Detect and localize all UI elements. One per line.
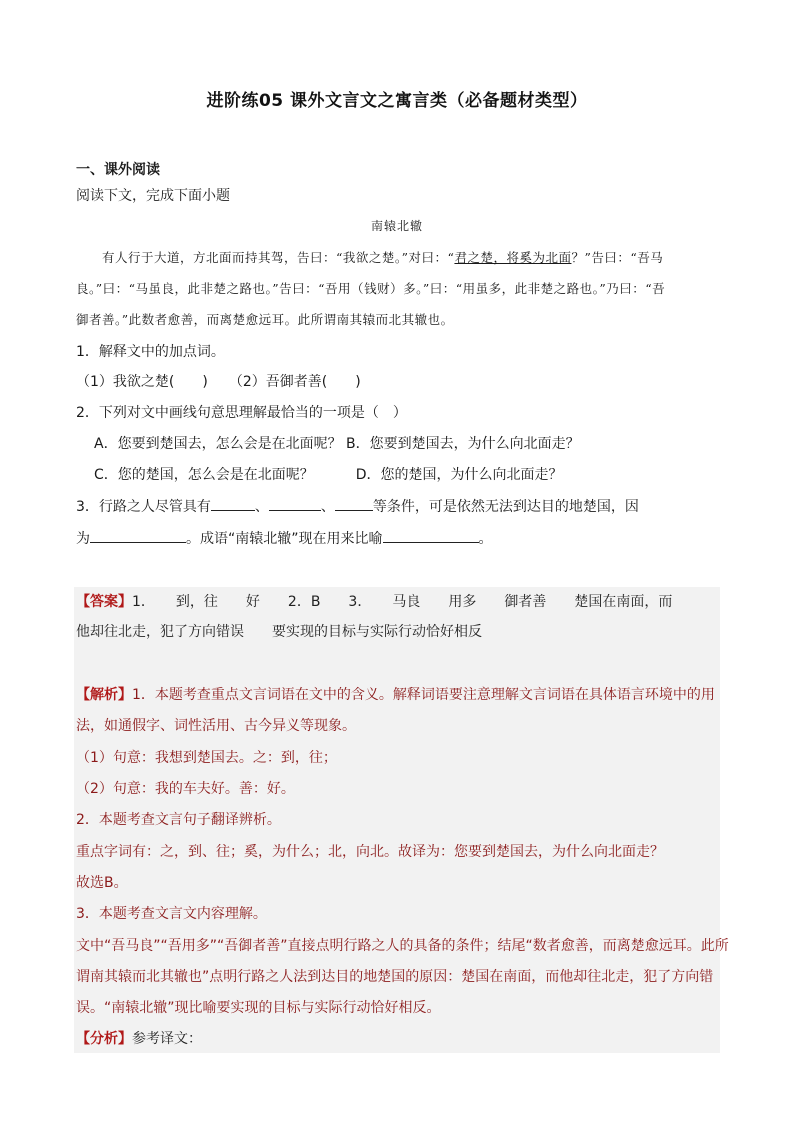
- question-2-options-cd: C．您的楚国，怎么会是在北面呢？ D．您的楚国，为什么向北面走？: [94, 467, 563, 483]
- analysis-line-9: 文中“吾马良”“吾用多”“吾御者善”直接点明行路之人的具备的条件；结尾“数者愈善，而离楚愈远耳。此所: [76, 938, 729, 954]
- answer-blank[interactable]: [269, 496, 321, 511]
- section-heading: 一、课外阅读: [76, 162, 160, 178]
- analysis-line-3: （1）句意：我想到楚国去。之：到，往；: [76, 750, 337, 766]
- question-2-options-ab: A．您要到楚国去，怎么会是在北面呢？ B．您要到楚国去，为什么向北面走？: [94, 436, 580, 452]
- question-3-text: 为: [76, 531, 90, 547]
- fenxi-tag: 【分析】: [76, 1031, 132, 1047]
- passage-line-1: [102, 248, 722, 268]
- fenxi-text: 参考译文：: [132, 1031, 202, 1047]
- analysis-line-5: 2．本题考查文言句子翻译辨析。: [76, 812, 281, 828]
- answer-text: 1． 到，往 好 2．B 3． 马良 用多 御者善 楚国在南面，而: [132, 594, 673, 610]
- answer-blank[interactable]: [90, 528, 186, 543]
- separator: 、: [320, 499, 335, 515]
- analysis-line-6: 重点字词有：之，到、往；奚，为什么；北，向北。故译为：您要到楚国去，为什么向北面走？: [76, 844, 664, 860]
- answer-blank[interactable]: [211, 496, 255, 511]
- question-3-line-1: [76, 496, 639, 517]
- underlined-sentence: 君之楚，将奚为北面: [454, 250, 572, 265]
- analysis-line-8: 3．本题考查文言文内容理解。: [76, 906, 267, 922]
- answer-line-2: 他却往北走，犯了方向错误 要实现的目标与实际行动恰好相反: [76, 624, 482, 640]
- analysis-line-11: 误。“南辕北辙”现比喻要实现的目标与实际行动恰好相反。: [76, 1000, 441, 1016]
- question-1: 1．解释文中的加点词。: [76, 344, 225, 360]
- analysis-tag: 【解析】: [76, 687, 132, 703]
- analysis-line-4: （2）句意：我的车夫好。善：好。: [76, 781, 295, 797]
- passage-title: 南辕北辙: [370, 219, 423, 233]
- question-3-line-2: [76, 528, 493, 549]
- passage-line-3: 御者善。”此数者愈善，而离楚愈远耳。此所谓南其辕而北其辙也。: [76, 312, 454, 327]
- analysis-line-7: 故选B。: [76, 875, 128, 891]
- answer-blank[interactable]: [383, 528, 479, 543]
- question-3-text: 。成语“南辕北辙”现在用来比喻: [186, 531, 383, 547]
- question-3-text: 3．行路之人尽管具有: [76, 499, 211, 515]
- instruction-text: 阅读下文，完成下面小题: [76, 188, 230, 204]
- answer-tag: 【答案】: [76, 594, 132, 610]
- question-3-text: 等条件，可是依然无法到达目的地楚国，因: [372, 499, 639, 515]
- page-title: 进阶练05 课外文言文之寓言类（必备题材类型）: [206, 91, 588, 111]
- answer-line-1: [76, 592, 672, 612]
- passage-line-2: 良。”曰：“马虽良，此非楚之路也。”告曰：“吾用（钱财）多。”曰：“用虽多，此非楚之路也。”乃曰：“吾: [76, 281, 666, 296]
- passage-text: ？”告曰：“吾马: [571, 250, 664, 265]
- fenxi-line: [76, 1029, 202, 1049]
- separator: 、: [254, 499, 269, 515]
- analysis-line-2: 法，如通假字、词性活用、古今异义等现象。: [76, 718, 356, 734]
- analysis-line-1: [76, 685, 715, 705]
- analysis-line-10: 谓南其辕而北其辙也”点明行路之人法到达目的地楚国的原因：楚国在南面，而他却往北走，犯了方向错: [76, 969, 714, 985]
- answer-blank[interactable]: [335, 496, 373, 511]
- analysis-text: 1．本题考查重点文言词语在文中的含义。解释词语要注意理解文言词语在具体语言环境中的用: [132, 687, 715, 703]
- question-1-items: （1）我欲之楚( ) （2）吾御者善( ): [76, 374, 361, 390]
- question-3-text: 。: [478, 531, 493, 547]
- question-2: 2．下列对文中画线句意思理解最恰当的一项是（ ）: [76, 405, 407, 421]
- passage-text: 有人行于大道，方北面而持其驾，告曰：“我欲之楚。”对曰：“: [102, 250, 455, 265]
